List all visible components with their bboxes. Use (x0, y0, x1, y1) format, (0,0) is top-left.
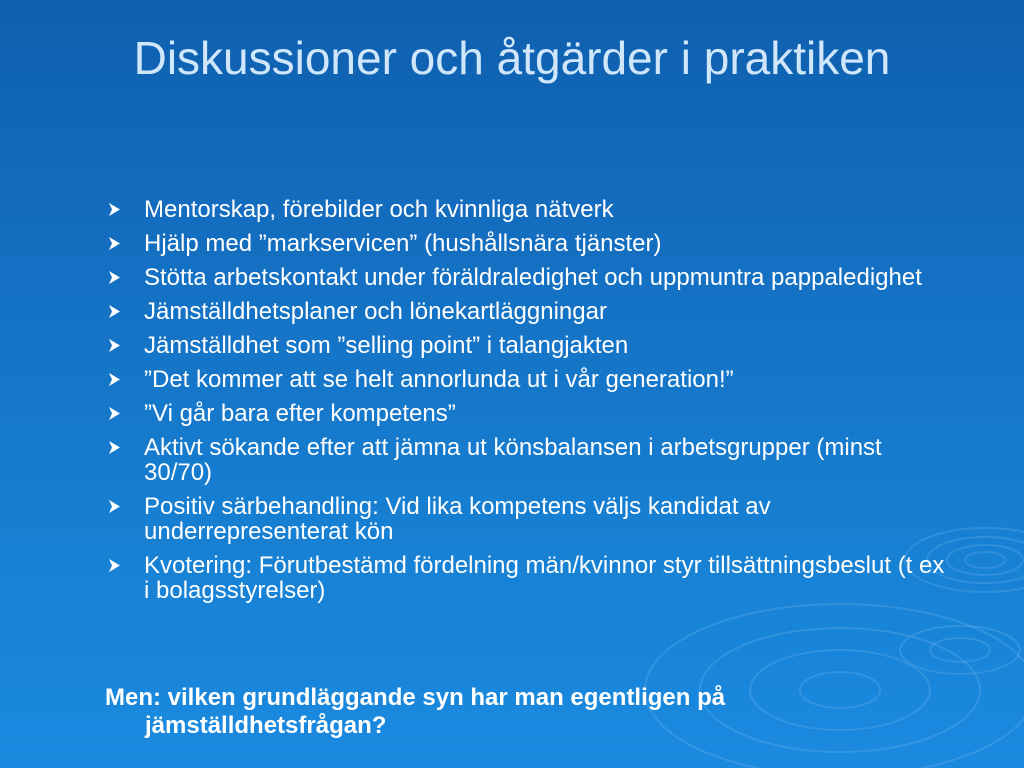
bullet-text: ”Vi går bara efter kompetens” (144, 400, 456, 427)
arrow-bullet-icon (108, 440, 121, 455)
bullet-text: Mentorskap, förebilder och kvinnliga nätverk (144, 196, 614, 223)
bullet-text: Kvotering: Förutbestämd fördelning män/kvinnor styr tillsättningsbeslut (t ex i bolagsstyrelser) (144, 552, 945, 604)
bullet-text: Hjälp med ”markservicen” (hushållsnära tjänster) (144, 230, 662, 257)
list-item (108, 265, 948, 290)
list-item (108, 333, 948, 358)
list-item (108, 553, 948, 603)
bullet-list (108, 197, 948, 612)
list-item (108, 197, 948, 222)
list-item (108, 299, 948, 324)
arrow-bullet-icon (108, 304, 121, 319)
list-item (108, 401, 948, 426)
arrow-bullet-icon (108, 372, 121, 387)
list-item (108, 367, 948, 392)
list-item (108, 231, 948, 256)
slide-title: Diskussioner och åtgärder i praktiken (133, 32, 891, 84)
bullet-text: ”Det kommer att se helt annorlunda ut i vår generation!” (144, 366, 734, 393)
bullet-text: Jämställdhet som ”selling point” i talangjakten (144, 332, 629, 359)
arrow-bullet-icon (108, 406, 121, 421)
arrow-bullet-icon (108, 202, 121, 217)
list-item (108, 494, 948, 544)
arrow-bullet-icon (108, 558, 121, 573)
arrow-bullet-icon (108, 236, 121, 251)
bullet-text: Aktivt sökande efter att jämna ut könsbalansen i arbetsgrupper (minst 30/70) (144, 434, 882, 486)
bullet-text: Positiv särbehandling: Vid lika kompetens väljs kandidat av underrepresenterat kön (144, 493, 771, 545)
bullet-text: Jämställdhetsplaner och lönekartläggningar (144, 298, 607, 325)
arrow-bullet-icon (108, 270, 121, 285)
arrow-bullet-icon (108, 499, 121, 514)
list-item (108, 435, 948, 485)
arrow-bullet-icon (108, 338, 121, 353)
closing-question: Men: vilken grundläggande syn har man egentligen på jämställdhetsfrågan? (105, 684, 726, 739)
bullet-text: Stötta arbetskontakt under föräldraledighet och uppmuntra pappaledighet (144, 264, 922, 291)
